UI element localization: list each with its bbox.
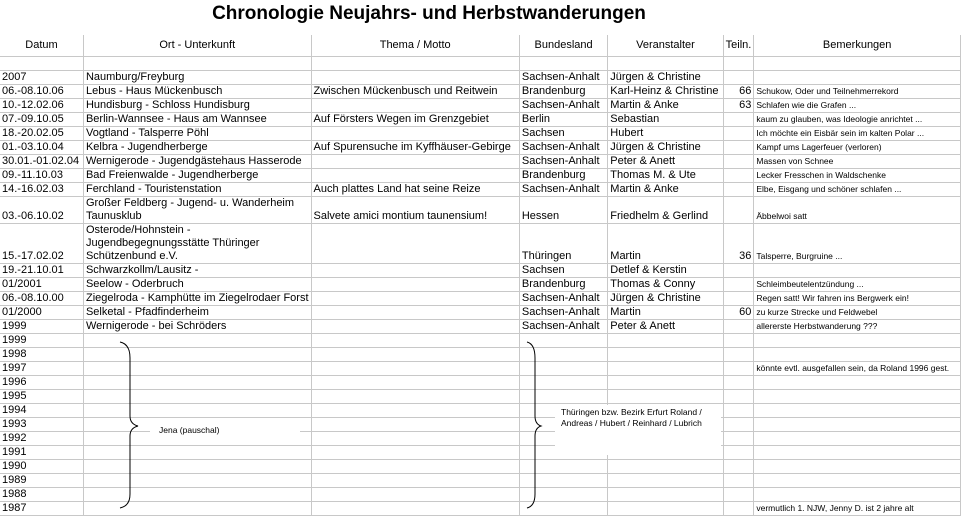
thema-cell[interactable] xyxy=(311,390,519,404)
empty-cell[interactable] xyxy=(608,57,723,71)
teilnehmer-cell[interactable] xyxy=(723,348,754,362)
ort-cell[interactable]: Naumburg/Freyburg xyxy=(83,71,311,85)
table-row xyxy=(0,71,961,85)
table-row xyxy=(0,446,961,460)
ort-cell[interactable]: Hundisburg - Schloss Hundisburg xyxy=(83,99,311,113)
veranstalter-cell[interactable]: Hubert xyxy=(608,127,723,141)
bemerkungen-cell[interactable]: Massen von Schnee xyxy=(754,155,961,169)
veranstalter-cell[interactable]: Peter & Anett xyxy=(608,320,723,334)
veranstalter-cell[interactable]: Martin xyxy=(608,306,723,320)
datum-cell[interactable]: 03.-06.10.02 xyxy=(0,197,83,224)
teilnehmer-cell[interactable] xyxy=(723,155,754,169)
bundesland-cell[interactable]: Sachsen-Anhalt xyxy=(519,320,607,334)
bemerkungen-cell[interactable]: Schlafen wie die Grafen ... xyxy=(754,99,961,113)
table-row xyxy=(0,488,961,502)
thema-cell[interactable] xyxy=(311,376,519,390)
thema-cell[interactable] xyxy=(311,348,519,362)
bemerkungen-cell[interactable]: Äbbelwoi satt xyxy=(754,197,961,224)
bundesland-cell[interactable]: Sachsen xyxy=(519,264,607,278)
table-row xyxy=(0,127,961,141)
empty-cell[interactable] xyxy=(0,57,83,71)
teilnehmer-cell[interactable] xyxy=(723,197,754,224)
datum-cell[interactable]: 1999 xyxy=(0,334,83,348)
bundesland-cell[interactable]: Berlin xyxy=(519,113,607,127)
teilnehmer-cell[interactable] xyxy=(723,376,754,390)
bemerkungen-cell[interactable]: Ich möchte ein Eisbär sein im kalten Polar ... xyxy=(754,127,961,141)
teilnehmer-cell[interactable] xyxy=(723,502,754,516)
bemerkungen-cell[interactable] xyxy=(754,488,961,502)
bundesland-cell[interactable]: Sachsen xyxy=(519,127,607,141)
table-row xyxy=(0,169,961,183)
table-row xyxy=(0,264,961,278)
bundesland-cell[interactable]: Brandenburg xyxy=(519,85,607,99)
bundesland-cell[interactable]: Sachsen-Anhalt xyxy=(519,292,607,306)
bemerkungen-cell[interactable] xyxy=(754,376,961,390)
veranstalter-cell[interactable]: Sebastian xyxy=(608,113,723,127)
table-row xyxy=(0,320,961,334)
datum-cell[interactable]: 01/2001 xyxy=(0,278,83,292)
veranstalter-cell[interactable]: Thomas & Conny xyxy=(608,278,723,292)
veranstalter-cell[interactable] xyxy=(608,502,723,516)
table-row xyxy=(0,418,961,432)
empty-cell[interactable] xyxy=(311,57,519,71)
ort-cell[interactable]: Bad Freienwalde - Jugendherberge xyxy=(83,169,311,183)
bemerkungen-cell[interactable]: Talsperre, Burgruine ... xyxy=(754,224,961,264)
table-row xyxy=(0,292,961,306)
teilnehmer-cell[interactable] xyxy=(723,334,754,348)
ort-cell[interactable]: Vogtland - Talsperre Pöhl xyxy=(83,127,311,141)
veranstalter-cell[interactable]: Jürgen & Christine xyxy=(608,141,723,155)
datum-cell[interactable]: 1998 xyxy=(0,348,83,362)
chronology-table xyxy=(0,35,961,516)
thema-cell[interactable]: Salvete amici montium taunensium! xyxy=(311,197,519,224)
ort-cell[interactable]: Wernigerode - bei Schröders xyxy=(83,320,311,334)
teilnehmer-cell[interactable] xyxy=(723,169,754,183)
table-row xyxy=(0,334,961,348)
teilnehmer-cell[interactable] xyxy=(723,278,754,292)
teilnehmer-cell[interactable]: 36 xyxy=(723,224,754,264)
thueringen-brace xyxy=(525,340,541,510)
teilnehmer-cell[interactable] xyxy=(723,404,754,418)
jena-brace xyxy=(118,340,138,510)
datum-cell[interactable]: 1993 xyxy=(0,418,83,432)
ort-cell[interactable]: Ferchland - Touristenstation xyxy=(83,183,311,197)
table-row xyxy=(0,85,961,99)
teilnehmer-cell[interactable]: 63 xyxy=(723,99,754,113)
veranstalter-cell[interactable] xyxy=(608,376,723,390)
datum-cell[interactable]: 18.-20.02.05 xyxy=(0,127,83,141)
thema-cell[interactable] xyxy=(311,292,519,306)
bemerkungen-cell[interactable] xyxy=(754,460,961,474)
bundesland-cell[interactable]: Sachsen-Anhalt xyxy=(519,306,607,320)
teilnehmer-cell[interactable] xyxy=(723,432,754,446)
spacer-row xyxy=(0,57,961,71)
veranstalter-cell[interactable] xyxy=(608,362,723,376)
datum-cell[interactable]: 1996 xyxy=(0,376,83,390)
empty-cell[interactable] xyxy=(519,57,607,71)
bemerkungen-cell[interactable]: könnte evtl. ausgefallen sein, da Roland 1996 gest. xyxy=(754,362,961,376)
ort-cell[interactable]: Lebus - Haus Mückenbusch xyxy=(83,85,311,99)
datum-cell[interactable]: 1990 xyxy=(0,460,83,474)
datum-cell[interactable]: 1994 xyxy=(0,404,83,418)
table-row xyxy=(0,306,961,320)
veranstalter-cell[interactable]: Karl-Heinz & Christine xyxy=(608,85,723,99)
thema-cell[interactable] xyxy=(311,127,519,141)
ort-cell[interactable]: Selketal - Pfadfinderheim xyxy=(83,306,311,320)
datum-cell[interactable]: 06.-08.10.06 xyxy=(0,85,83,99)
datum-cell[interactable]: 01/2000 xyxy=(0,306,83,320)
teilnehmer-cell[interactable] xyxy=(723,418,754,432)
ort-cell[interactable]: Ziegelroda - Kamphütte im Ziegelrodaer Forst xyxy=(83,292,311,306)
table-row xyxy=(0,113,961,127)
datum-cell[interactable]: 07.-09.10.05 xyxy=(0,113,83,127)
teilnehmer-cell[interactable]: 60 xyxy=(723,306,754,320)
teilnehmer-cell[interactable] xyxy=(723,446,754,460)
veranstalter-cell[interactable] xyxy=(608,348,723,362)
ort-cell[interactable]: Seelow - Oderbruch xyxy=(83,278,311,292)
table-row xyxy=(0,99,961,113)
bundesland-cell[interactable]: Brandenburg xyxy=(519,278,607,292)
ort-cell[interactable]: Schwarzkollm/Lausitz - xyxy=(83,264,311,278)
header-row xyxy=(0,35,961,57)
ort-cell[interactable]: Großer Feldberg - Jugend- u. Wanderheim Taunusklub xyxy=(83,197,311,224)
table-body xyxy=(0,35,961,516)
bemerkungen-cell[interactable]: Lecker Fresschen in Waldschenke xyxy=(754,169,961,183)
thema-cell[interactable] xyxy=(311,474,519,488)
veranstalter-cell[interactable] xyxy=(608,390,723,404)
thema-cell[interactable] xyxy=(311,99,519,113)
ort-cell[interactable]: Kelbra - Jugendherberge xyxy=(83,141,311,155)
teilnehmer-cell[interactable] xyxy=(723,264,754,278)
datum-cell[interactable]: 1999 xyxy=(0,320,83,334)
thema-cell[interactable] xyxy=(311,488,519,502)
empty-cell[interactable] xyxy=(723,57,754,71)
ort-cell[interactable]: Berlin-Wannsee - Haus am Wannsee xyxy=(83,113,311,127)
datum-cell[interactable]: 1988 xyxy=(0,488,83,502)
thema-cell[interactable]: Auf Spurensuche im Kyffhäuser-Gebirge xyxy=(311,141,519,155)
thema-cell[interactable] xyxy=(311,460,519,474)
veranstalter-cell[interactable] xyxy=(608,460,723,474)
table-row xyxy=(0,155,961,169)
teilnehmer-cell[interactable] xyxy=(723,141,754,155)
datum-cell[interactable]: 1992 xyxy=(0,432,83,446)
thema-cell[interactable]: Auf Försters Wegen im Grenzgebiet xyxy=(311,113,519,127)
thema-cell[interactable] xyxy=(311,169,519,183)
table-row xyxy=(0,197,961,224)
column-header-veranstalter[interactable]: Veranstalter xyxy=(608,35,723,57)
table-row xyxy=(0,404,961,418)
bemerkungen-cell[interactable] xyxy=(754,390,961,404)
bemerkungen-cell[interactable]: Kampf ums Lagerfeuer (verloren) xyxy=(754,141,961,155)
bundesland-cell[interactable]: Sachsen-Anhalt xyxy=(519,155,607,169)
bemerkungen-cell[interactable] xyxy=(754,418,961,432)
datum-cell[interactable]: 14.-16.02.03 xyxy=(0,183,83,197)
bemerkungen-cell[interactable] xyxy=(754,334,961,348)
table-row xyxy=(0,183,961,197)
bemerkungen-cell[interactable] xyxy=(754,474,961,488)
veranstalter-cell[interactable] xyxy=(608,474,723,488)
table-row xyxy=(0,460,961,474)
table-row xyxy=(0,502,961,516)
bemerkungen-cell[interactable] xyxy=(754,432,961,446)
bemerkungen-cell[interactable]: Elbe, Eisgang und schöner schlafen ... xyxy=(754,183,961,197)
ort-cell[interactable]: Wernigerode - Jugendgästehaus Hasserode xyxy=(83,155,311,169)
empty-cell[interactable] xyxy=(754,57,961,71)
bemerkungen-cell[interactable] xyxy=(754,71,961,85)
datum-cell[interactable]: 06.-08.10.00 xyxy=(0,292,83,306)
table-row xyxy=(0,474,961,488)
datum-cell[interactable]: 01.-03.10.04 xyxy=(0,141,83,155)
teilnehmer-cell[interactable] xyxy=(723,71,754,85)
thema-cell[interactable] xyxy=(311,334,519,348)
bemerkungen-cell[interactable] xyxy=(754,264,961,278)
bemerkungen-cell[interactable]: vermutlich 1. NJW, Jenny D. ist 2 jahre alt xyxy=(754,502,961,516)
thueringen-annotation: Thüringen bzw. Bezirk Erfurt Roland / Andreas / Hubert / Reinhard / Lubrich xyxy=(561,407,702,428)
datum-cell[interactable]: 1989 xyxy=(0,474,83,488)
thema-cell[interactable] xyxy=(311,224,519,264)
column-header-ort[interactable]: Ort - Unterkunft xyxy=(83,35,311,57)
column-header-land[interactable]: Bundesland xyxy=(519,35,607,57)
thema-cell[interactable] xyxy=(311,264,519,278)
thema-cell[interactable] xyxy=(311,418,519,432)
veranstalter-cell[interactable] xyxy=(608,334,723,348)
sheet-title: Chronologie Neujahrs- und Herbstwanderungen xyxy=(212,3,646,24)
table-row xyxy=(0,224,961,264)
datum-cell[interactable]: 1987 xyxy=(0,502,83,516)
bemerkungen-cell[interactable]: Schleimbeutelentzündung ... xyxy=(754,278,961,292)
column-header-bem[interactable]: Bemerkungen xyxy=(754,35,961,57)
empty-cell[interactable] xyxy=(83,57,311,71)
table-row xyxy=(0,376,961,390)
bemerkungen-cell[interactable] xyxy=(754,404,961,418)
thema-cell[interactable] xyxy=(311,446,519,460)
teilnehmer-cell[interactable] xyxy=(723,292,754,306)
bundesland-cell[interactable]: Sachsen-Anhalt xyxy=(519,183,607,197)
column-header-datum[interactable]: Datum xyxy=(0,35,83,57)
table-row xyxy=(0,141,961,155)
datum-cell[interactable]: 1991 xyxy=(0,446,83,460)
veranstalter-cell[interactable]: Martin & Anke xyxy=(608,183,723,197)
thema-cell[interactable]: Auch plattes Land hat seine Reize xyxy=(311,183,519,197)
thema-cell[interactable] xyxy=(311,404,519,418)
datum-cell[interactable]: 30.01.-01.02.04 xyxy=(0,155,83,169)
bundesland-cell[interactable]: Thüringen xyxy=(519,224,607,264)
bundesland-cell[interactable]: Sachsen-Anhalt xyxy=(519,71,607,85)
teilnehmer-cell[interactable] xyxy=(723,127,754,141)
teilnehmer-cell[interactable] xyxy=(723,362,754,376)
teilnehmer-cell[interactable] xyxy=(723,390,754,404)
table-row xyxy=(0,390,961,404)
thema-cell[interactable] xyxy=(311,502,519,516)
teilnehmer-cell[interactable]: 66 xyxy=(723,85,754,99)
table-row xyxy=(0,278,961,292)
thema-cell[interactable] xyxy=(311,71,519,85)
veranstalter-cell[interactable]: Friedhelm & Gerlind xyxy=(608,197,723,224)
veranstalter-cell[interactable]: Jürgen & Christine xyxy=(608,71,723,85)
teilnehmer-cell[interactable] xyxy=(723,488,754,502)
veranstalter-cell[interactable]: Martin xyxy=(608,224,723,264)
bundesland-cell[interactable]: Sachsen-Anhalt xyxy=(519,99,607,113)
teilnehmer-cell[interactable] xyxy=(723,320,754,334)
teilnehmer-cell[interactable] xyxy=(723,474,754,488)
teilnehmer-cell[interactable] xyxy=(723,183,754,197)
thema-cell[interactable]: Zwischen Mückenbusch und Reitwein xyxy=(311,85,519,99)
teilnehmer-cell[interactable] xyxy=(723,460,754,474)
bemerkungen-cell[interactable] xyxy=(754,348,961,362)
datum-cell[interactable]: 1997 xyxy=(0,362,83,376)
thema-cell[interactable] xyxy=(311,432,519,446)
thema-cell[interactable] xyxy=(311,278,519,292)
column-header-teiln[interactable]: Teiln. xyxy=(723,35,754,57)
veranstalter-cell[interactable]: Thomas M. & Ute xyxy=(608,169,723,183)
veranstalter-cell[interactable]: Jürgen & Christine xyxy=(608,292,723,306)
veranstalter-cell[interactable]: Detlef & Kerstin xyxy=(608,264,723,278)
veranstalter-cell[interactable]: Martin & Anke xyxy=(608,99,723,113)
datum-cell[interactable]: 09.-11.10.03 xyxy=(0,169,83,183)
bemerkungen-cell[interactable]: Regen satt! Wir fahren ins Bergwerk ein! xyxy=(754,292,961,306)
bemerkungen-cell[interactable]: zu kurze Strecke und Feldwebel xyxy=(754,306,961,320)
thema-cell[interactable] xyxy=(311,306,519,320)
datum-cell[interactable]: 19.-21.10.01 xyxy=(0,264,83,278)
thema-cell[interactable] xyxy=(311,155,519,169)
table-row xyxy=(0,348,961,362)
bundesland-cell[interactable]: Brandenburg xyxy=(519,169,607,183)
datum-cell[interactable]: 2007 xyxy=(0,71,83,85)
bemerkungen-cell[interactable]: allererste Herbstwanderung ??? xyxy=(754,320,961,334)
bemerkungen-cell[interactable] xyxy=(754,446,961,460)
veranstalter-cell[interactable]: Peter & Anett xyxy=(608,155,723,169)
table-row xyxy=(0,362,961,376)
bemerkungen-cell[interactable]: Schukow, Oder und Teilnehmerrekord xyxy=(754,85,961,99)
veranstalter-cell[interactable] xyxy=(608,488,723,502)
thema-cell[interactable] xyxy=(311,320,519,334)
column-header-thema[interactable]: Thema / Motto xyxy=(311,35,519,57)
table-row xyxy=(0,432,961,446)
bundesland-cell[interactable]: Sachsen-Anhalt xyxy=(519,141,607,155)
datum-cell[interactable]: 10.-12.02.06 xyxy=(0,99,83,113)
datum-cell[interactable]: 1995 xyxy=(0,390,83,404)
teilnehmer-cell[interactable] xyxy=(723,113,754,127)
bundesland-cell[interactable]: Hessen xyxy=(519,197,607,224)
thema-cell[interactable] xyxy=(311,362,519,376)
datum-cell[interactable]: 15.-17.02.02 xyxy=(0,224,83,264)
jena-annotation: Jena (pauschal) xyxy=(159,425,220,435)
bemerkungen-cell[interactable]: kaum zu glauben, was Ideologie anrichtet ... xyxy=(754,113,961,127)
ort-cell[interactable]: Osterode/Hohnstein - Jugendbegegnungsstätte Thüringer Schützenbund e.V. xyxy=(83,224,311,264)
